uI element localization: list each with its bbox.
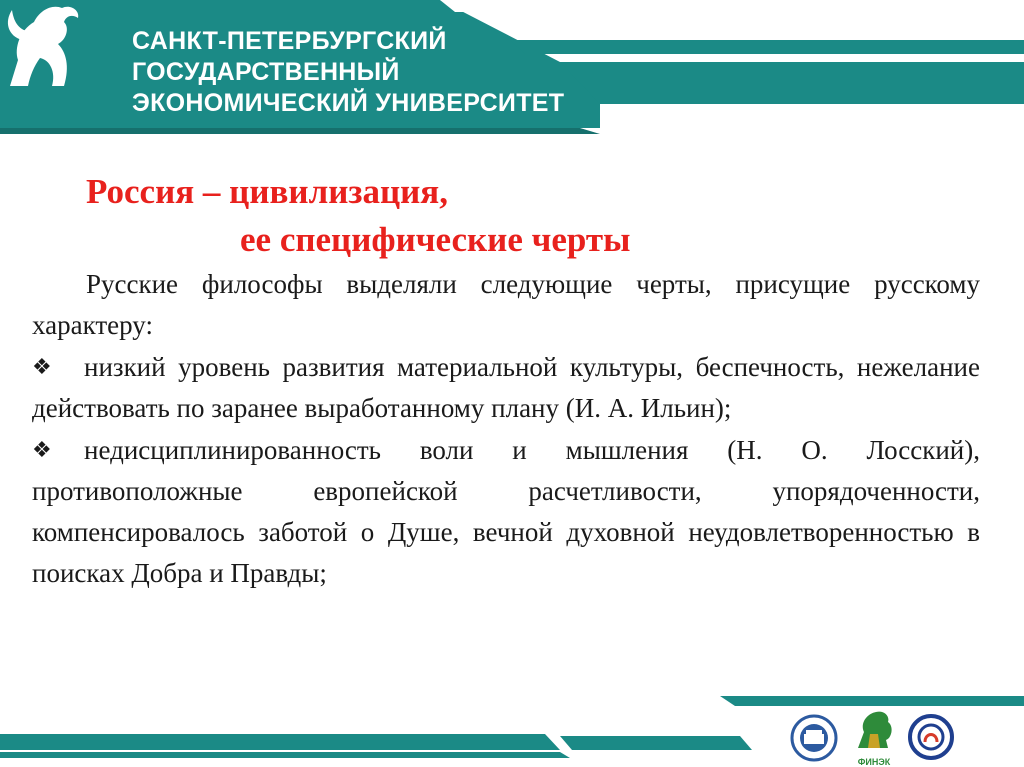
- diamond-bullet-icon: ❖: [32, 437, 52, 462]
- finec-emblem-icon: [850, 708, 898, 752]
- slide-content: [32, 168, 980, 594]
- diamond-bullet-icon: ❖: [32, 354, 52, 379]
- griffin-logo-icon: [0, 0, 84, 90]
- bullet-text: недисциплинированность воли и мышления (Н. О. Лосский), противоположные европейской расчетливости, упорядоченности, компенсировалось заботой о Душе, вечной духовной неудовлетворенностью в поисках Добра и Правды;: [32, 435, 980, 588]
- institute-emblem-icon: [790, 714, 838, 762]
- intro-paragraph: Русские философы выделяли следующие черты, присущие русскому характеру:: [32, 269, 980, 340]
- bullet-text: низкий уровень развития материальной культуры, беспечность, нежелание действовать по заранее выработанному плану (И. А. Ильин);: [32, 352, 980, 423]
- slide-title-line-2: ее специфические черты: [240, 220, 631, 259]
- finec-emblem: [850, 708, 898, 767]
- university-name-line-2: ГОСУДАРСТВЕННЫЙ: [132, 58, 400, 86]
- partner-emblems: [780, 708, 1020, 767]
- university-name: [132, 26, 564, 119]
- bullet-item: [32, 346, 980, 429]
- header-banner: [0, 0, 1024, 135]
- round-seal-icon: [908, 714, 954, 760]
- university-name-line-1: САНКТ-ПЕТЕРБУРГСКИЙ: [132, 27, 447, 55]
- slide-title-line-1: Россия – цивилизация,: [86, 172, 448, 211]
- finec-label: ФИНЭК: [857, 757, 891, 767]
- bullet-item: [32, 429, 980, 594]
- university-name-line-3: ЭКОНОМИЧЕСКИЙ УНИВЕРСИТЕТ: [132, 89, 565, 117]
- slide-title: [32, 168, 980, 264]
